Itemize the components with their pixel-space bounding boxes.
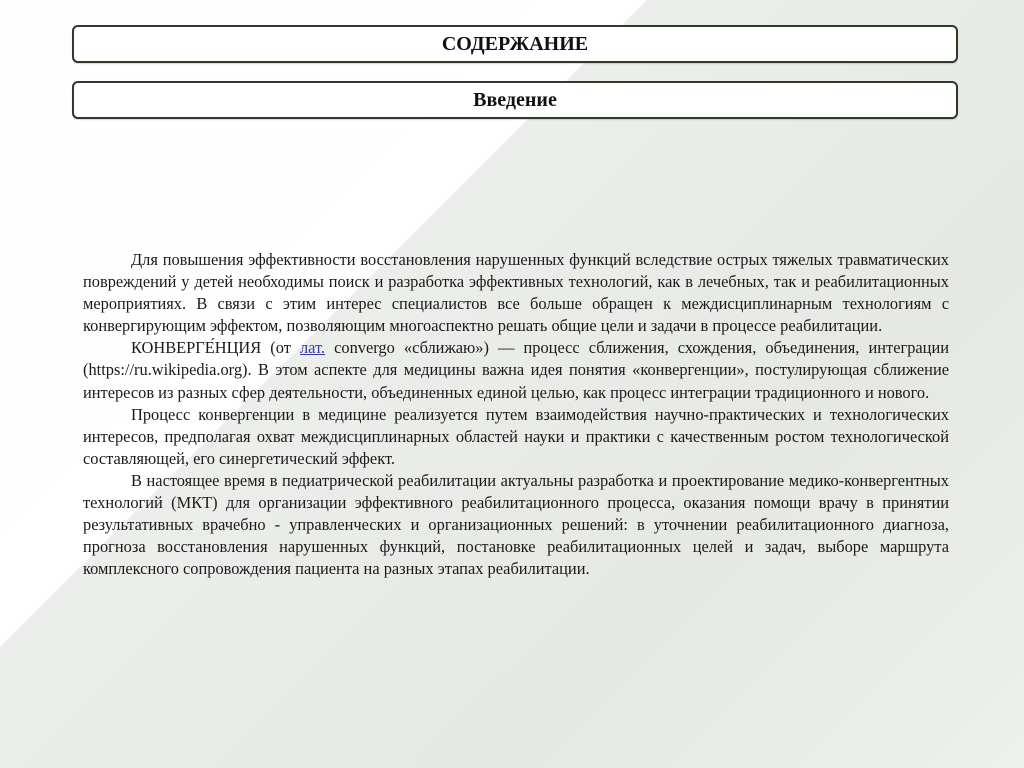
contents-title-banner xyxy=(72,25,958,63)
paragraph-mct: В настоящее время в педиатрической реабилитации актуальны разработка и проектирование медико-конвергентных технологий (МКТ) для организации эффективного реабилитационного процесса, оказания помощи врачу в принятии результативных врачебно - управленческих и организационных решений: в уточнении реабилитационного диагноза, прогноза восстановления нарушенных функций, постановке реабилитационных целей и задач, выборе маршрута комплексного сопровождения пациента на разных этапах реабилитации. xyxy=(83,470,949,579)
paragraph-intro: Для повышения эффективности восстановления нарушенных функций вследствие острых тяжелых травматических повреждений у детей необходимы поиск и разработка эффективных технологий, как в лечебных, так и реабилитационных мероприятиях. В связи с этим интерес специалистов все больше обращен к междисциплинарным технологиям с конвергирующим эффектом, позволяющим многоаспектно решать общие цели и задачи в процессе реабилитации. xyxy=(83,250,949,336)
definition-text-start: КОНВЕРГЕ́НЦИЯ (от xyxy=(131,338,300,358)
section-title-banner xyxy=(72,81,958,119)
paragraph-convergence-medicine: Процесс конвергенции в медицине реализуется путем взаимодействия научно-практических и технологических интересов, предполагая охват междисциплинарных областей науки и практики с качественным ростом технологической составляющей, его синергетический эффект. xyxy=(83,404,949,468)
paragraph-convergence-definition xyxy=(83,337,949,403)
latin-link[interactable]: лат. xyxy=(299,338,326,358)
section-title: Введение xyxy=(473,88,557,111)
definition-text-end: convergo «сближаю») — процесс сближения, схождения, объединения, интеграции (https://ru.wikipedia.org). В этом аспекте для медицины важна идея понятия «конвергенции», постулирующая сближение интересов из разных сфер деятельности, объединенных единой целью, как процесс интеграции традиционного и нового. xyxy=(83,338,949,402)
document-body xyxy=(83,249,949,580)
page-title: СОДЕРЖАНИЕ xyxy=(441,32,589,55)
